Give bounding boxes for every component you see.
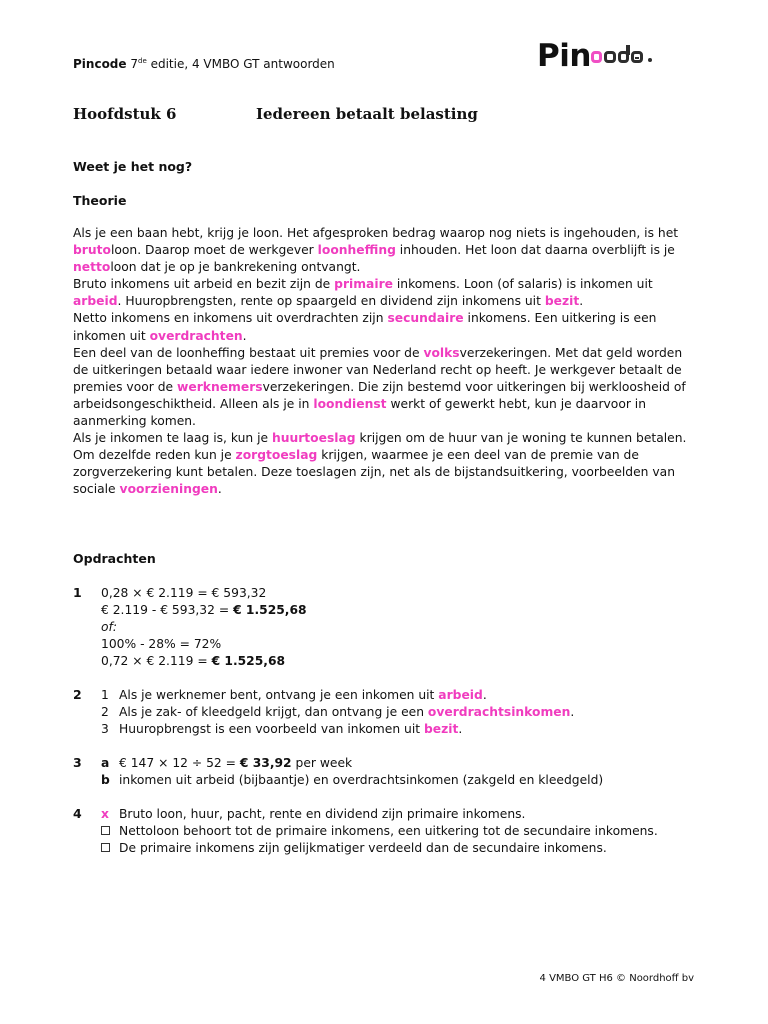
question-2-number: 2 xyxy=(73,687,82,702)
q2-item: 2 Als je zak- of kleedgeld krijgt, dan ontvang je een overdrachtsinkomen. xyxy=(101,705,575,720)
checkbox-icon xyxy=(101,826,110,835)
highlighted-term: loonheffing xyxy=(317,243,396,258)
highlighted-term: overdrachten xyxy=(149,328,243,343)
highlighted-term: netto xyxy=(73,260,111,275)
q1-line-1: 0,28 × € 2.119 = € 593,32 xyxy=(101,586,267,600)
theory-text-segment: krijgen, waarmee je een deel van de premie van de zorgverzekering kunt betalen. Deze toeslagen zijn, net als de bijstandsuitkering, voorbeelden van sociale xyxy=(73,448,675,497)
theory-text-segment: inkomens. Een uitkering is een inkomen uit xyxy=(73,311,657,343)
highlighted-term: primaire xyxy=(334,277,393,292)
theory-text-segment: verzekeringen. Die zijn bestemd voor uitkeringen bij werkloosheid of arbeidsongeschiktheid. Alleen als je in xyxy=(73,379,686,411)
highlighted-term: voorzieningen xyxy=(119,482,218,497)
theory-paragraph xyxy=(73,430,698,498)
theory-text-segment: . xyxy=(242,328,247,343)
theory-text-segment: Een deel van de loonheffing bestaat uit premies voor de xyxy=(73,345,424,360)
highlighted-term: werknemers xyxy=(177,379,263,394)
q4-option-correct: x Bruto loon, huur, pacht, rente en dividend zijn primaire inkomens. xyxy=(101,806,658,823)
q4-option: Nettoloon behoort tot de primaire inkomens, een uitkering tot de secundaire inkomens. xyxy=(101,823,658,840)
checkbox-icon xyxy=(101,843,110,852)
highlighted-term: loondienst xyxy=(313,396,387,411)
highlighted-term: zorgtoeslag xyxy=(235,448,318,463)
correct-mark-icon: x xyxy=(101,807,109,821)
theory-text-segment: verzekeringen. Met dat geld worden de uitkeringen betaald waar iedere inwoner van Nederland recht op heeft. Je werkgever betaalt de premies voor de xyxy=(73,345,683,394)
theory-text-segment: Als je inkomen te laag is, kun je xyxy=(73,431,272,446)
question-3-answer xyxy=(101,755,603,789)
question-4-answer xyxy=(101,806,658,857)
theory-text-segment: Bruto inkomens uit arbeid en bezit zijn de xyxy=(73,277,335,292)
q1-line-2: € 2.119 - € 593,32 = € 1.525,68 xyxy=(101,603,307,618)
question-3-number: 3 xyxy=(73,755,82,770)
q4-option: De primaire inkomens zijn gelijkmatiger verdeeld dan de secundaire inkomens. xyxy=(101,840,658,857)
highlighted-term: bezit xyxy=(544,294,580,309)
logo-text-pin: Pin xyxy=(537,38,591,74)
edition-text: editie, 4 VMBO GT antwoorden xyxy=(150,57,335,71)
theory-text-segment: werkt of gewerkt hebt, kun je daarvoor in aanmerking komen. xyxy=(73,396,647,429)
q3-item-b: b inkomen uit arbeid (bijbaantje) en overdrachtsinkomen (zakgeld en kleedgeld) xyxy=(101,773,604,788)
theory-text-segment: . Huuropbrengsten, rente op spaargeld en dividend zijn inkomens uit xyxy=(117,294,545,309)
q1-result-2: € 1.525,68 xyxy=(211,654,286,669)
q1-result-1: € 1.525,68 xyxy=(233,603,307,618)
theory-text-segment: inhouden. Het loon dat daarna overblijft is je xyxy=(395,243,675,258)
question-2-answer xyxy=(101,687,574,738)
highlighted-term: huurtoeslag xyxy=(271,431,356,446)
document-header xyxy=(73,57,335,71)
highlighted-term: bruto xyxy=(73,243,111,258)
highlighted-term: arbeid xyxy=(73,294,118,309)
q2-item: 3 Huuropbrengst is een voorbeeld van inkomen uit bezit. xyxy=(101,722,463,737)
q3-item-a: a € 147 × 12 ÷ 52 = € 33,92 per week xyxy=(101,756,353,770)
highlighted-term: secundaire xyxy=(387,311,464,326)
theory-text-segment: loon dat je op je bankrekening ontvangt. xyxy=(110,260,361,275)
theory-text-segment: Als je een baan hebt, krijg je loon. Het afgesproken bedrag waarop nog niets is ingehouden, is het xyxy=(73,226,679,240)
q1-line-5: 0,72 × € 2.119 = € 1.525,68 xyxy=(101,654,286,669)
question-1-number: 1 xyxy=(73,585,82,600)
theory-text-segment: . xyxy=(579,294,584,309)
theory-paragraph xyxy=(73,345,698,430)
q1-line-4: 100% - 28% = 72% xyxy=(101,637,222,652)
section-recall: Weet je het nog? xyxy=(73,159,193,174)
edition-superscript: de xyxy=(138,57,147,65)
highlighted-term: volks xyxy=(423,345,460,360)
q2-item: 1 Als je werknemer bent, ontvang je een inkomen uit arbeid. xyxy=(101,688,487,702)
page-footer: 4 VMBO GT H6 © Noordhoff bv xyxy=(539,973,694,984)
chapter-number: Hoofdstuk 6 xyxy=(73,105,177,123)
question-4-number: 4 xyxy=(73,806,82,821)
section-assignments: Opdrachten xyxy=(73,551,156,566)
theory-text-segment: . xyxy=(217,482,222,497)
brand-name: Pincode xyxy=(73,57,127,71)
q1-line-3: of: xyxy=(101,620,117,635)
theory-text-segment: krijgen om de huur van je woning te kunnen betalen. Om dezelfde reden kun je xyxy=(73,431,687,463)
chapter-title: Iedereen betaalt belasting xyxy=(256,105,478,123)
theory-paragraph xyxy=(73,310,698,344)
question-1-answer xyxy=(101,585,307,670)
pincode-logo xyxy=(537,36,652,76)
theory-text-segment: Netto inkomens en inkomens uit overdrachten zijn xyxy=(73,311,388,326)
theory-paragraph xyxy=(73,225,698,276)
section-theory: Theorie xyxy=(73,193,127,208)
theory-paragraph xyxy=(73,276,698,310)
edition-number: 7 xyxy=(130,57,139,71)
theory-text-segment: loon. Daarop moet de werkgever xyxy=(110,243,318,258)
theory-text xyxy=(73,225,698,499)
logo-code-glyphs xyxy=(591,51,652,66)
theory-text-segment: inkomens. Loon (of salaris) is inkomen uit xyxy=(392,277,653,292)
